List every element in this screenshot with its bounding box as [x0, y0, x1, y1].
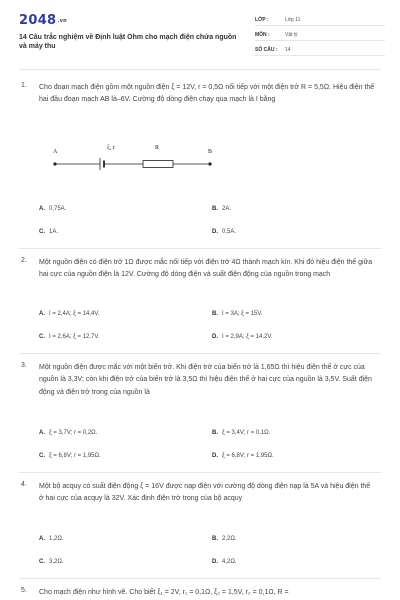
option-text: I = 2,6A; ξ = 12,7V.: [49, 334, 100, 340]
question-text: Một nguồn điện có điện trở 1Ω được mắc nối tiếp với điện trở 4Ω thành mạch kín. Khi đó hiệu điện thế giữa hai cực của nguồn điện là 12V. Cường độ dòng điện và suất điện động của nguồn trong mạch: [39, 259, 373, 279]
option-d[interactable]: [212, 229, 236, 235]
question-text: Cho mạch điện như hình vẽ. Cho biết ξ₁ = 2V, r₁ = 0,1Ω, ξ₂ = 1,5V, r₂ = 0,1Ω, R =: [39, 589, 289, 596]
question-number: 2.: [21, 257, 27, 264]
option-c[interactable]: [39, 559, 64, 565]
option-label: A.: [39, 536, 45, 542]
logo-suffix: .vn: [57, 18, 68, 24]
meta-subject-label: MÔN :: [255, 32, 270, 38]
option-text: 0,5A.: [222, 229, 237, 235]
meta-grade-label: LỚP :: [255, 17, 269, 23]
option-text: 4,2Ω.: [222, 559, 237, 565]
circuit-label-source: ξ, r: [107, 145, 115, 151]
question-number: 3.: [21, 362, 27, 369]
option-label: D.: [212, 453, 218, 459]
option-label: D.: [212, 334, 218, 340]
option-text: ξ = 3,4V; r = 0,1Ω.: [222, 430, 271, 436]
header-divider: [19, 69, 381, 70]
option-text: I = 2,4A; ξ = 14,4V.: [49, 311, 100, 317]
question-text: Cho đoạn mạch điện gồm một nguồn điện ξ = 12V, r = 0,5Ω nối tiếp với một điện trở R = 5,5Ω. Hiệu điện thế hai đầu đoạn mạch AB là–6V. Cường độ dòng điện chạy qua mạch là I bằng: [39, 84, 375, 104]
question-number: 5.: [21, 587, 27, 594]
option-label: B.: [212, 536, 218, 542]
option-a[interactable]: [39, 430, 97, 436]
option-label: B.: [212, 430, 218, 436]
option-a[interactable]: [39, 206, 66, 212]
question-divider: [19, 248, 381, 249]
resistor-symbol: [143, 161, 173, 168]
option-label: B.: [212, 206, 218, 212]
option-label: C.: [39, 559, 45, 565]
option-text: ξ = 3,7V; r = 0,2Ω.: [49, 430, 98, 436]
question-divider: [19, 578, 381, 579]
option-text: 1,2Ω.: [49, 536, 64, 542]
meta-count-value: 14: [285, 47, 291, 53]
question-text: Một bộ acquy có suất điện động ξ = 16V được nạp điện với cường độ dòng điện nạp là 5A và hiệu điện thế ở hai cực của acquy là 32V. Xác định điện trở trong của bộ acquy: [39, 483, 371, 503]
option-b[interactable]: [212, 311, 263, 317]
option-label: D.: [212, 229, 218, 235]
meta-count-label: SỐ CÂU :: [255, 47, 278, 53]
node-b: [208, 162, 211, 165]
option-b[interactable]: [212, 536, 237, 542]
question-number: 1.: [21, 82, 27, 89]
meta-grade: [255, 14, 385, 26]
circuit-label-b: B: [208, 149, 213, 155]
circuit-diagram: [45, 142, 235, 174]
option-label: A.: [39, 206, 45, 212]
option-a[interactable]: [39, 311, 100, 317]
option-c[interactable]: [39, 453, 101, 459]
option-b[interactable]: [212, 430, 270, 436]
option-label: A.: [39, 311, 45, 317]
option-d[interactable]: [212, 559, 237, 565]
meta-subject: [255, 29, 385, 41]
option-c[interactable]: [39, 229, 58, 235]
header: [0, 0, 400, 62]
circuit-label-a: A: [53, 149, 58, 155]
option-label: C.: [39, 334, 45, 340]
question-divider: [19, 472, 381, 473]
option-text: I = 3A; ξ = 15V.: [222, 311, 263, 317]
option-label: B.: [212, 311, 218, 317]
meta-grade-value: Lớp 11: [285, 17, 301, 23]
option-text: 1A.: [49, 229, 59, 235]
question-text: Một nguồn điện được mắc với một biến trở. Khi điện trở của biến trở là 1,65Ω thì hiệu điện thế ở cực của nguồn là 3,3V; còn khi điện trở của biến trở là 3,5Ω thì hiệu điện thế ở hai cực của nguồn là 3,5V. Suất điện động và điện trở trong của nguồn là: [39, 364, 372, 396]
meta-subject-value: Vật lý: [285, 32, 298, 38]
circuit-label-resistor: R: [155, 145, 160, 151]
site-logo[interactable]: [19, 13, 67, 28]
option-text: ξ = 6,8V; r = 1,95Ω.: [222, 453, 274, 459]
option-label: D.: [212, 559, 218, 565]
option-text: I = 2,9A; ξ = 14,2V.: [222, 334, 273, 340]
option-text: 3,2Ω.: [49, 559, 64, 565]
option-label: C.: [39, 453, 45, 459]
option-text: 2,2Ω.: [222, 536, 237, 542]
question-divider: [19, 353, 381, 354]
option-label: A.: [39, 430, 45, 436]
meta-count: [255, 44, 385, 56]
option-c[interactable]: [39, 334, 100, 340]
option-text: ξ = 6,8V; r = 1,95Ω.: [49, 453, 101, 459]
option-a[interactable]: [39, 536, 64, 542]
option-text: 2A.: [222, 206, 232, 212]
document-title: 14 Câu trắc nghiệm về Định luật Ohm cho mạch điện chứa nguồn và máy thu: [19, 34, 237, 50]
option-d[interactable]: [212, 453, 274, 459]
option-label: C.: [39, 229, 45, 235]
question-number: 4.: [21, 481, 27, 488]
logo-text: 2048: [19, 13, 57, 28]
option-b[interactable]: [212, 206, 231, 212]
option-d[interactable]: [212, 334, 273, 340]
option-text: 0,75A.: [49, 206, 67, 212]
